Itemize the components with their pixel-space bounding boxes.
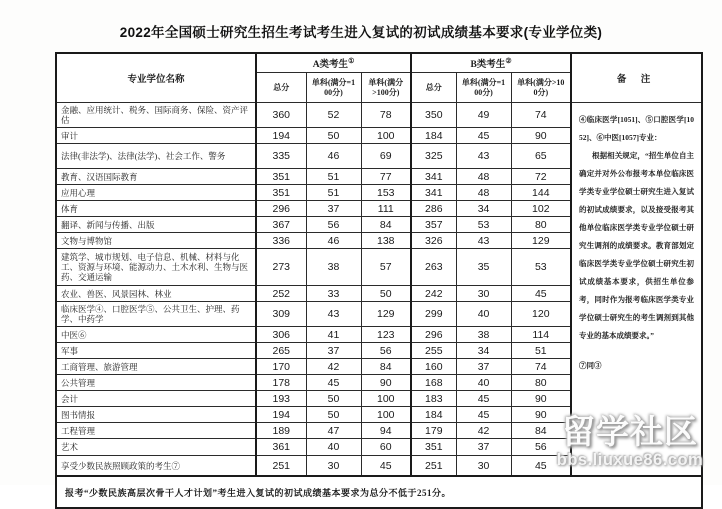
- score-value: 53: [456, 217, 511, 233]
- score-value: 30: [306, 456, 361, 477]
- score-value: 78: [361, 103, 411, 128]
- score-value: 41: [306, 327, 361, 343]
- degree-name: 临床医学④、口腔医学⑤、公共卫生、护理、药学、中药学: [56, 302, 256, 327]
- score-value: 341: [411, 185, 456, 201]
- score-value: 361: [256, 439, 306, 456]
- score-value: 50: [361, 286, 411, 302]
- score-value: 50: [306, 128, 361, 144]
- header-a-single-eq100: 单科(满分=100分): [306, 73, 361, 103]
- score-value: 273: [256, 249, 306, 286]
- score-value: 178: [256, 375, 306, 391]
- score-value: 296: [256, 201, 306, 217]
- score-value: 265: [256, 343, 306, 359]
- score-value: 37: [456, 439, 511, 456]
- score-value: 194: [256, 407, 306, 423]
- degree-name: 文物与博物馆: [56, 233, 256, 249]
- score-value: 326: [411, 233, 456, 249]
- score-value: 37: [306, 201, 361, 217]
- score-value: 38: [306, 249, 361, 286]
- score-value: 35: [456, 249, 511, 286]
- score-value: 43: [456, 233, 511, 249]
- footnote-text: 报考“少数民族高层次骨干人才计划”考生进入复试的初试成绩基本要求为总分不低于251分。: [56, 476, 702, 508]
- degree-name: 建筑学、城市规划、电子信息、机械、材料与化工、资源与环境、能源动力、土木水利、生物与医药、交通运输: [56, 249, 256, 286]
- score-value: 48: [456, 169, 511, 185]
- score-value: 120: [511, 302, 571, 327]
- score-value: 100: [361, 391, 411, 407]
- score-value: 306: [256, 327, 306, 343]
- score-value: 286: [411, 201, 456, 217]
- score-value: 42: [456, 423, 511, 439]
- degree-name: 军事: [56, 343, 256, 359]
- score-value: 45: [361, 456, 411, 477]
- header-group-a: [256, 53, 411, 73]
- score-value: 299: [411, 302, 456, 327]
- score-value: 50: [306, 391, 361, 407]
- score-value: 194: [256, 128, 306, 144]
- score-value: 38: [456, 327, 511, 343]
- watermark-site-url: bbs.liuxue86.com: [556, 451, 704, 469]
- degree-name: 会计: [56, 391, 256, 407]
- score-value: 42: [306, 359, 361, 375]
- score-value: 255: [411, 343, 456, 359]
- score-value: 84: [511, 423, 571, 439]
- remark-cell: [571, 103, 702, 477]
- score-value: 51: [511, 343, 571, 359]
- score-value: 69: [361, 144, 411, 169]
- score-value: 179: [411, 423, 456, 439]
- score-value: 30: [456, 456, 511, 477]
- score-value: 30: [456, 286, 511, 302]
- score-value: 129: [511, 233, 571, 249]
- score-value: 123: [361, 327, 411, 343]
- score-value: 45: [511, 456, 571, 477]
- group-a-label: A类考生: [312, 60, 349, 70]
- score-value: 57: [361, 249, 411, 286]
- score-value: 144: [511, 185, 571, 201]
- score-value: 360: [256, 103, 306, 128]
- watermark-site-name: 留学社区: [562, 413, 698, 450]
- score-value: 94: [361, 423, 411, 439]
- score-value: 160: [411, 359, 456, 375]
- score-value: 51: [306, 169, 361, 185]
- header-b-single-gt100: 单科(满分>100分): [511, 73, 571, 103]
- score-value: 46: [306, 233, 361, 249]
- score-value: 65: [511, 144, 571, 169]
- score-value: 296: [411, 327, 456, 343]
- score-value: 45: [456, 407, 511, 423]
- score-value: 37: [306, 343, 361, 359]
- score-value: 45: [456, 391, 511, 407]
- score-value: 114: [511, 327, 571, 343]
- score-value: 80: [511, 217, 571, 233]
- header-row-groups: [56, 53, 702, 73]
- score-value: 53: [511, 249, 571, 286]
- group-b-label: B类考生: [470, 60, 506, 70]
- header-b-single-eq100: 单科(满分=100分): [456, 73, 511, 103]
- score-value: 84: [361, 217, 411, 233]
- degree-name: 工商管理、旅游管理: [56, 359, 256, 375]
- score-value: 357: [411, 217, 456, 233]
- score-value: 100: [361, 128, 411, 144]
- score-value: 350: [411, 103, 456, 128]
- score-value: 351: [256, 185, 306, 201]
- remark-paragraph: ⑦同③: [579, 361, 602, 370]
- header-a-single-gt100: 单科(满分>100分): [361, 73, 411, 103]
- remark-paragraph: 根据相关规定，“招生单位自主确定并对外公布报考本单位临床医学类专业学位硕士研究生进入复试的初试成绩要求，以及接受报考其他单位临床医学类专业学位硕士研究生调剂的成绩要求。教育部划定临床医学类专业学位硕士研究生初试成绩基本要求，供招生单位参考，同时作为报考临床医学类专业学位硕士研究生的考生调剂到其他专业的基本成绩要求。”: [579, 151, 695, 340]
- score-value: 325: [411, 144, 456, 169]
- degree-name: 艺术: [56, 439, 256, 456]
- score-value: 47: [306, 423, 361, 439]
- score-value: 50: [306, 407, 361, 423]
- score-value: 351: [411, 439, 456, 456]
- score-value: 43: [456, 144, 511, 169]
- score-value: 37: [456, 359, 511, 375]
- page-title: 2022年全国硕士研究生招生考试考生进入复试的初试成绩基本要求(专业学位类): [119, 25, 603, 40]
- score-value: 56: [511, 439, 571, 456]
- score-value: 84: [361, 359, 411, 375]
- degree-name: 教育、汉语国际教育: [56, 169, 256, 185]
- score-value: 170: [256, 359, 306, 375]
- score-value: 309: [256, 302, 306, 327]
- score-value: 129: [361, 302, 411, 327]
- score-value: 74: [511, 103, 571, 128]
- score-value: 80: [511, 375, 571, 391]
- score-value: 138: [361, 233, 411, 249]
- degree-name: 审计: [56, 128, 256, 144]
- degree-name: 法律(非法学)、法律(法学)、社会工作、警务: [56, 144, 256, 169]
- score-value: 251: [411, 456, 456, 477]
- score-value: 72: [511, 169, 571, 185]
- score-value: 90: [511, 128, 571, 144]
- degree-name: 金融、应用统计、税务、国际商务、保险、资产评估: [56, 103, 256, 128]
- score-value: 56: [306, 217, 361, 233]
- score-value: 183: [411, 391, 456, 407]
- score-value: 242: [411, 286, 456, 302]
- score-value: 77: [361, 169, 411, 185]
- score-value: 48: [456, 185, 511, 201]
- score-value: 33: [306, 286, 361, 302]
- group-a-footnote-mark: ①: [348, 56, 355, 65]
- score-value: 52: [306, 103, 361, 128]
- score-value: 51: [306, 185, 361, 201]
- header-group-b: [411, 53, 571, 73]
- score-value: 251: [256, 456, 306, 477]
- score-value: 34: [456, 201, 511, 217]
- score-value: 45: [511, 286, 571, 302]
- degree-name: 体育: [56, 201, 256, 217]
- header-degree-name: 专业学位名称: [56, 53, 256, 103]
- score-value: 56: [361, 343, 411, 359]
- score-value: 90: [511, 391, 571, 407]
- score-value: 189: [256, 423, 306, 439]
- score-value: 45: [456, 128, 511, 144]
- degree-name: 图书情报: [56, 407, 256, 423]
- group-b-footnote-mark: ②: [505, 56, 512, 65]
- score-value: 153: [361, 185, 411, 201]
- score-value: 100: [361, 407, 411, 423]
- footnote-row: [56, 476, 702, 508]
- score-value: 102: [511, 201, 571, 217]
- table-row: [56, 103, 702, 128]
- degree-name: 享受少数民族照顾政策的考生⑦: [56, 456, 256, 477]
- score-value: 335: [256, 144, 306, 169]
- header-remark: 备 注: [571, 53, 702, 103]
- score-value: 90: [361, 375, 411, 391]
- score-value: 34: [456, 343, 511, 359]
- score-value: 341: [411, 169, 456, 185]
- score-value: 40: [306, 439, 361, 456]
- degree-name: 农业、兽医、风景园林、林业: [56, 286, 256, 302]
- header-a-total: 总分: [256, 73, 306, 103]
- degree-name: 应用心理: [56, 185, 256, 201]
- score-value: 168: [411, 375, 456, 391]
- score-value: 74: [511, 359, 571, 375]
- degree-name: 中医⑥: [56, 327, 256, 343]
- score-value: 45: [306, 375, 361, 391]
- degree-name: 翻译、新闻与传播、出版: [56, 217, 256, 233]
- score-table: [55, 52, 703, 509]
- score-value: 60: [361, 439, 411, 456]
- score-value: 40: [456, 375, 511, 391]
- degree-name: 公共管理: [56, 375, 256, 391]
- remark-paragraph: ④临床医学[1051]、⑤口腔医学[1052]、⑥中医[1057]专业：: [579, 115, 695, 142]
- score-value: 336: [256, 233, 306, 249]
- score-value: 184: [411, 128, 456, 144]
- degree-name: 工程管理: [56, 423, 256, 439]
- score-value: 351: [256, 169, 306, 185]
- score-value: 263: [411, 249, 456, 286]
- score-value: 90: [511, 407, 571, 423]
- score-value: 252: [256, 286, 306, 302]
- header-b-total: 总分: [411, 73, 456, 103]
- score-value: 49: [456, 103, 511, 128]
- score-value: 40: [456, 302, 511, 327]
- score-value: 46: [306, 144, 361, 169]
- score-value: 193: [256, 391, 306, 407]
- score-value: 43: [306, 302, 361, 327]
- score-value: 111: [361, 201, 411, 217]
- score-value: 367: [256, 217, 306, 233]
- score-value: 184: [411, 407, 456, 423]
